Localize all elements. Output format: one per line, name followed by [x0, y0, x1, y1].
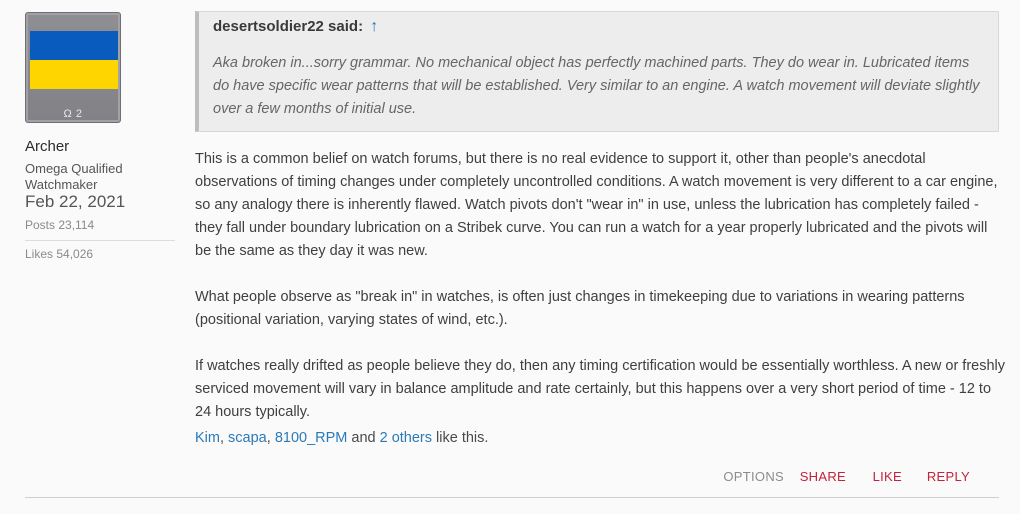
post-paragraph: What people observe as "break in" in watches, is often just changes in timekeeping due to variations in wearing patterns (positional variation, varying states of wind, etc.).	[195, 289, 965, 328]
user-info	[25, 12, 175, 261]
likes-separator: ,	[219, 430, 229, 446]
liker-link[interactable]: scapa	[228, 430, 267, 446]
username[interactable]: Archer	[25, 138, 70, 155]
quote-author: desertsoldier22 said:	[213, 18, 364, 35]
avatar[interactable]	[25, 12, 121, 123]
like-button[interactable]: LIKE	[872, 469, 902, 484]
options-button[interactable]: OPTIONS	[723, 469, 784, 484]
share-button[interactable]: SHARE	[799, 469, 846, 484]
post-divider	[25, 497, 999, 498]
reply-button[interactable]: REPLY	[926, 469, 970, 484]
liker-link[interactable]: Kim	[195, 430, 220, 446]
ukraine-flag-image	[30, 31, 118, 89]
post-paragraph: This is a common belief on watch forums, but there is no real evidence to support it, other than people's anecdotal observations of timing changes under completely uncontrolled conditions. A watch movement is very different to a car engine, so any analogy there is inherently flawed. Watch pivots don't "wear in" in use, unless the lubrication has completely failed - they fall under boundary lubrication on a Stribek curve. You can run a watch for a year properly lubricated and the pivots will be the same as they day it was new.	[195, 151, 998, 259]
likes-suffix: like this.	[432, 430, 489, 446]
likes-summary	[195, 430, 488, 446]
others-link[interactable]: 2 others	[379, 430, 433, 446]
post-count: Posts 23,114	[25, 218, 95, 232]
likes-separator: ,	[266, 430, 275, 446]
likes-and-text: and	[347, 430, 380, 446]
liker-link[interactable]: 8100_RPM	[274, 430, 348, 446]
jump-to-quote-icon[interactable]: ↑	[370, 18, 379, 35]
join-date: Feb 22, 2021	[25, 192, 126, 211]
flag-yellow-stripe	[30, 60, 118, 89]
user-title: Omega Qualified Watchmaker	[25, 161, 123, 192]
quote-block	[195, 11, 999, 132]
quote-text: Aka broken in...sorry grammar. No mechanical object has perfectly machined parts. They do wear in. Lubricated items do have specific wear patterns that will be established. Very similar to an engine. A watch movement will deviate slightly over a few months of initial use.	[213, 55, 980, 117]
stat-divider	[25, 240, 175, 241]
likes-count: Likes 54,026	[25, 247, 94, 261]
flag-blue-stripe	[30, 31, 118, 60]
post-paragraph: If watches really drifted as people believe they do, then any timing certification would be essentially worthless. A new or freshly serviced movement will vary in balance amplitude and rate certainly, but this happens over a very short period of time - 12 to 24 hours typically.	[195, 358, 1006, 420]
avatar-badge: Ω 2	[63, 108, 83, 120]
quote-header	[213, 18, 378, 36]
